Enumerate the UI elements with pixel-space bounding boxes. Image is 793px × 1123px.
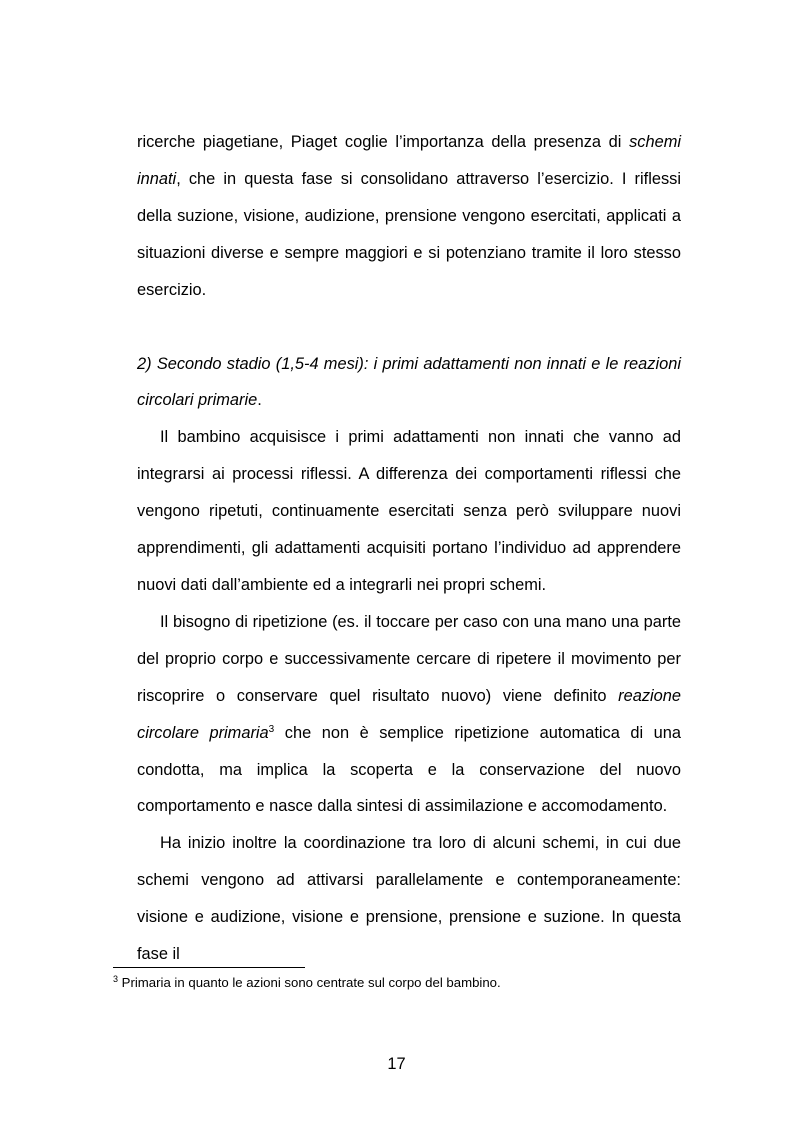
section-heading [137, 346, 681, 420]
paragraph: Ha inizio inoltre la coordinazione tra loro di alcuni schemi, in cui due schemi vengono ad attivarsi parallelamente e contemporaneamente: visione e audizione, visione e prensione, prensione e suzione. In questa fase il [137, 834, 681, 964]
section-heading-period: . [257, 391, 262, 410]
emphasis-schemi-innati: schemi innati [137, 133, 681, 188]
footnote [113, 974, 713, 991]
paragraph-text: ricerche piagetiane, Piaget coglie l’importanza della presenza di [137, 133, 630, 151]
paragraph-with-footnote [137, 604, 681, 825]
footnote-number: 3 [113, 974, 119, 984]
paragraph: Il bambino acquisisce i primi adattamenti non innati che vanno ad integrarsi ai processi riflessi. A differenza dei comportamenti riflessi che vengono ripetuti, continuamente esercitati senza però sviluppare nuovi apprendimenti, gli adattamenti acquisiti portano l’individuo ad apprendere nuovi dati dall’ambiente ed a integrarli nei propri schemi. [137, 428, 681, 594]
paragraph-text: che non è semplice ripetizione automatica di una condotta, ma implica la scoperta e la conservazione del nuovo comportamento e nasce dalla sintesi di assimilazione e accomodamento. [137, 723, 681, 816]
emphasis-reazione-circolare: reazione circolare primaria [137, 686, 681, 742]
page-number: 17 [387, 1055, 406, 1073]
paragraph-text: , che in questa fase si consolidano attraverso l’esercizio. I riflessi della suzione, visione, audizione, prensione vengono esercitati, applicati a situazioni diverse e sempre maggiori e si potenziano tramite il loro stesso esercizio. [137, 169, 681, 299]
paragraph-text: Il bisogno di ripetizione (es. il toccare per caso con una mano una parte del proprio corpo e successivamente cercare di ripetere il movimento per riscoprire o conservare quel risultato nuovo) viene definito [137, 612, 681, 705]
footnote-separator [113, 967, 305, 968]
footnote-reference[interactable]: 3 [268, 723, 275, 735]
section-heading-text: 2) Secondo stadio (1,5-4 mesi): i primi adattamenti non innati e le reazioni circolari primarie [137, 354, 681, 410]
body-text [137, 124, 681, 973]
paragraph-continuation [137, 124, 681, 309]
footnote-text: Primaria in quanto le azioni sono centrate sul corpo del bambino. [118, 975, 501, 990]
